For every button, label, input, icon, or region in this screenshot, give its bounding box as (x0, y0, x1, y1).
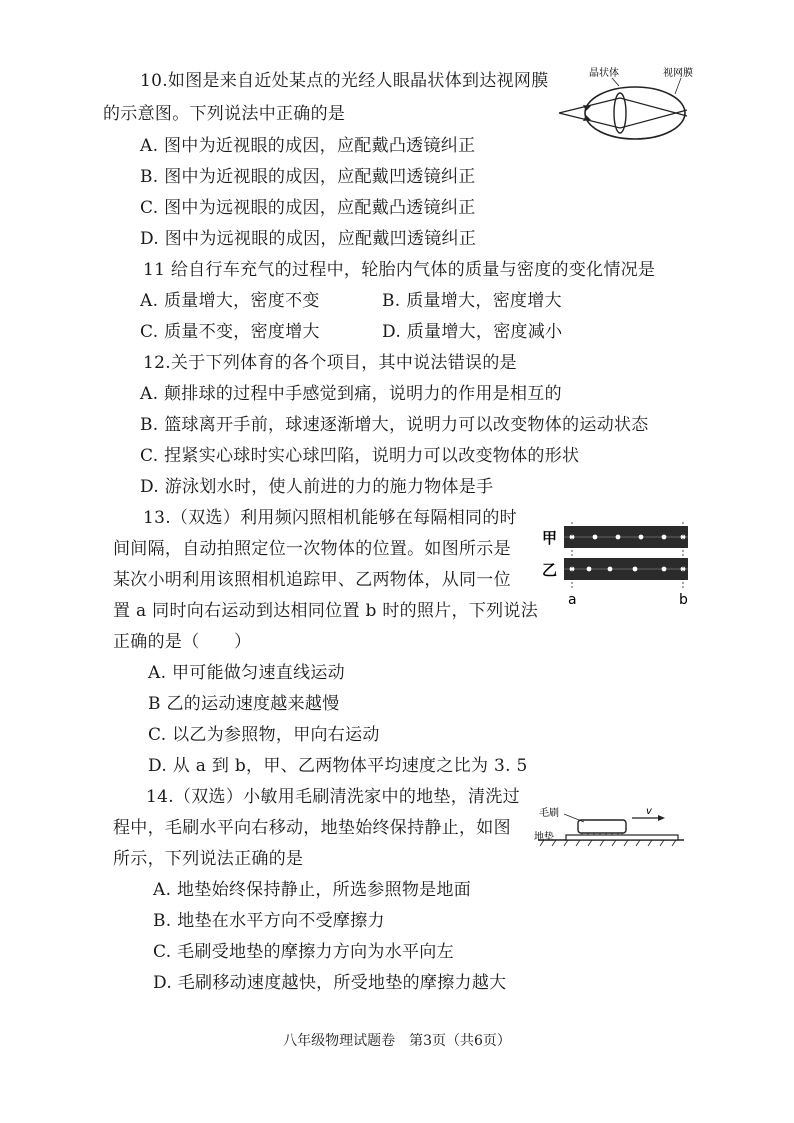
yi-dot (662, 567, 667, 572)
jia-dot (616, 535, 621, 540)
label-retina: 视网膜 (663, 68, 693, 79)
q10-stem-line2: 的示意图。下列说法中正确的是 (103, 104, 346, 124)
yi-dot (608, 567, 613, 572)
label-a: a (568, 592, 577, 608)
label-b: b (679, 592, 688, 608)
q11-stem: 11 给自行车充气的过程中，轮胎内气体的质量与密度的变化情况是 (143, 260, 656, 280)
q12-option-b: B. 篮球离开手前，球速逐渐增大，说明力可以改变物体的运动状态 (140, 415, 649, 435)
q14-option-a: A. 地垫始终保持静止，所选参照物是地面 (153, 880, 472, 900)
eye-diagram (555, 66, 695, 146)
q14-stem-line2: 程中，毛刷水平向右移动，地垫始终保持静止，如图 (113, 818, 511, 838)
light-ray-top (559, 98, 620, 113)
q13-option-a: A. 甲可能做匀速直线运动 (148, 663, 345, 683)
label-mat: 地垫 (534, 832, 554, 843)
q13-stem-line5: 正确的是（ ） (113, 632, 252, 652)
q12-option-c: C. 捏紧实心球时实心球凹陷，说明力可以改变物体的形状 (140, 446, 580, 466)
eyeball-outline (585, 87, 685, 139)
jia-dot (639, 535, 644, 540)
label-lens: 晶状体 (589, 68, 619, 79)
q12-stem: 12.关于下列体育的各个项目，其中说法错误的是 (143, 353, 517, 373)
q13-option-d: D. 从 a 到 b，甲、乙两物体平均速度之比为 3. 5 (148, 756, 528, 776)
q13-option-c: C. 以乙为参照物，甲向右运动 (148, 725, 380, 745)
brush-mat-figure (534, 808, 694, 850)
ray-arrow-top (583, 105, 591, 111)
brush-pointer (564, 814, 584, 822)
label-jia: 甲 (542, 529, 558, 547)
q12-option-d: D. 游泳划水时，使人前进的力的施力物体是手 (140, 477, 494, 497)
velocity-arrowhead (658, 815, 665, 821)
ground-hatching (540, 840, 676, 846)
q10-option-c: C. 图中为远视眼的成因，应配戴凸透镜纠正 (140, 198, 476, 218)
q14-option-d: D. 毛刷移动速度越快，所受地垫的摩擦力越大 (153, 973, 507, 993)
yi-dot (587, 567, 592, 572)
q13-stem-line4: 置 a 同时向右运动到达相同位置 b 时的照片，下列说法 (113, 601, 539, 621)
floor-mat (566, 835, 678, 840)
q13-option-b: B 乙的运动速度越来越慢 (148, 694, 340, 714)
label-brush: 毛刷 (539, 808, 559, 819)
jia-dot (662, 535, 667, 540)
brush-body (578, 820, 626, 833)
q11-option-a: A. 质量增大，密度不变 (140, 291, 320, 311)
ray-arrow-bottom (583, 115, 591, 121)
q13-stem-line3: 某次小明利用该照相机追踪甲、乙两物体，从同一位 (113, 570, 511, 590)
q14-option-b: B. 地垫在水平方向不受摩擦力 (153, 911, 385, 931)
q13-stem-line1: 13.（双选）利用频闪照相机能够在每隔相同的时 (143, 508, 517, 528)
q12-option-a: A. 颠排球的过程中手感觉到痛，说明力的作用是相互的 (140, 384, 562, 404)
page-footer: 八年级物理试题卷 第3页（共6页） (283, 1033, 511, 1049)
q11-option-d: D. 质量增大，密度减小 (382, 322, 563, 342)
q13-stem-line2: 间间隔，自动拍照定位一次物体的位置。如图所示是 (113, 539, 511, 559)
q11-option-c: C. 质量不变，密度增大 (140, 322, 320, 342)
refracted-ray-bottom (620, 110, 687, 128)
q11-option-b: B. 质量增大，密度增大 (382, 291, 562, 311)
q10-option-a: A. 图中为近视眼的成因，应配戴凸透镜纠正 (140, 136, 476, 156)
q10-option-b: B. 图中为近视眼的成因，应配戴凹透镜纠正 (140, 167, 476, 187)
retina-pointer (675, 78, 681, 94)
q10-stem-line1: 10.如图是来自近处某点的光经人眼晶状体到达视网膜 (140, 71, 549, 91)
q14-stem-line1: 14.（双选）小敏用毛刷清洗家中的地垫，清洗过 (146, 787, 520, 807)
q14-stem-line3: 所示，下列说法正确的是 (113, 849, 304, 869)
lens-pointer (612, 78, 619, 86)
q10-option-d: D. 图中为远视眼的成因，应配戴凹透镜纠正 (140, 229, 477, 249)
q14-option-c: C. 毛刷受地垫的摩擦力方向为水平向左 (153, 942, 454, 962)
yi-dot (633, 567, 638, 572)
label-velocity: v (646, 806, 652, 817)
label-yi: 乙 (542, 561, 558, 579)
light-ray-bottom (559, 113, 620, 128)
strobe-photo-figure (540, 520, 700, 610)
jia-dot (593, 535, 598, 540)
